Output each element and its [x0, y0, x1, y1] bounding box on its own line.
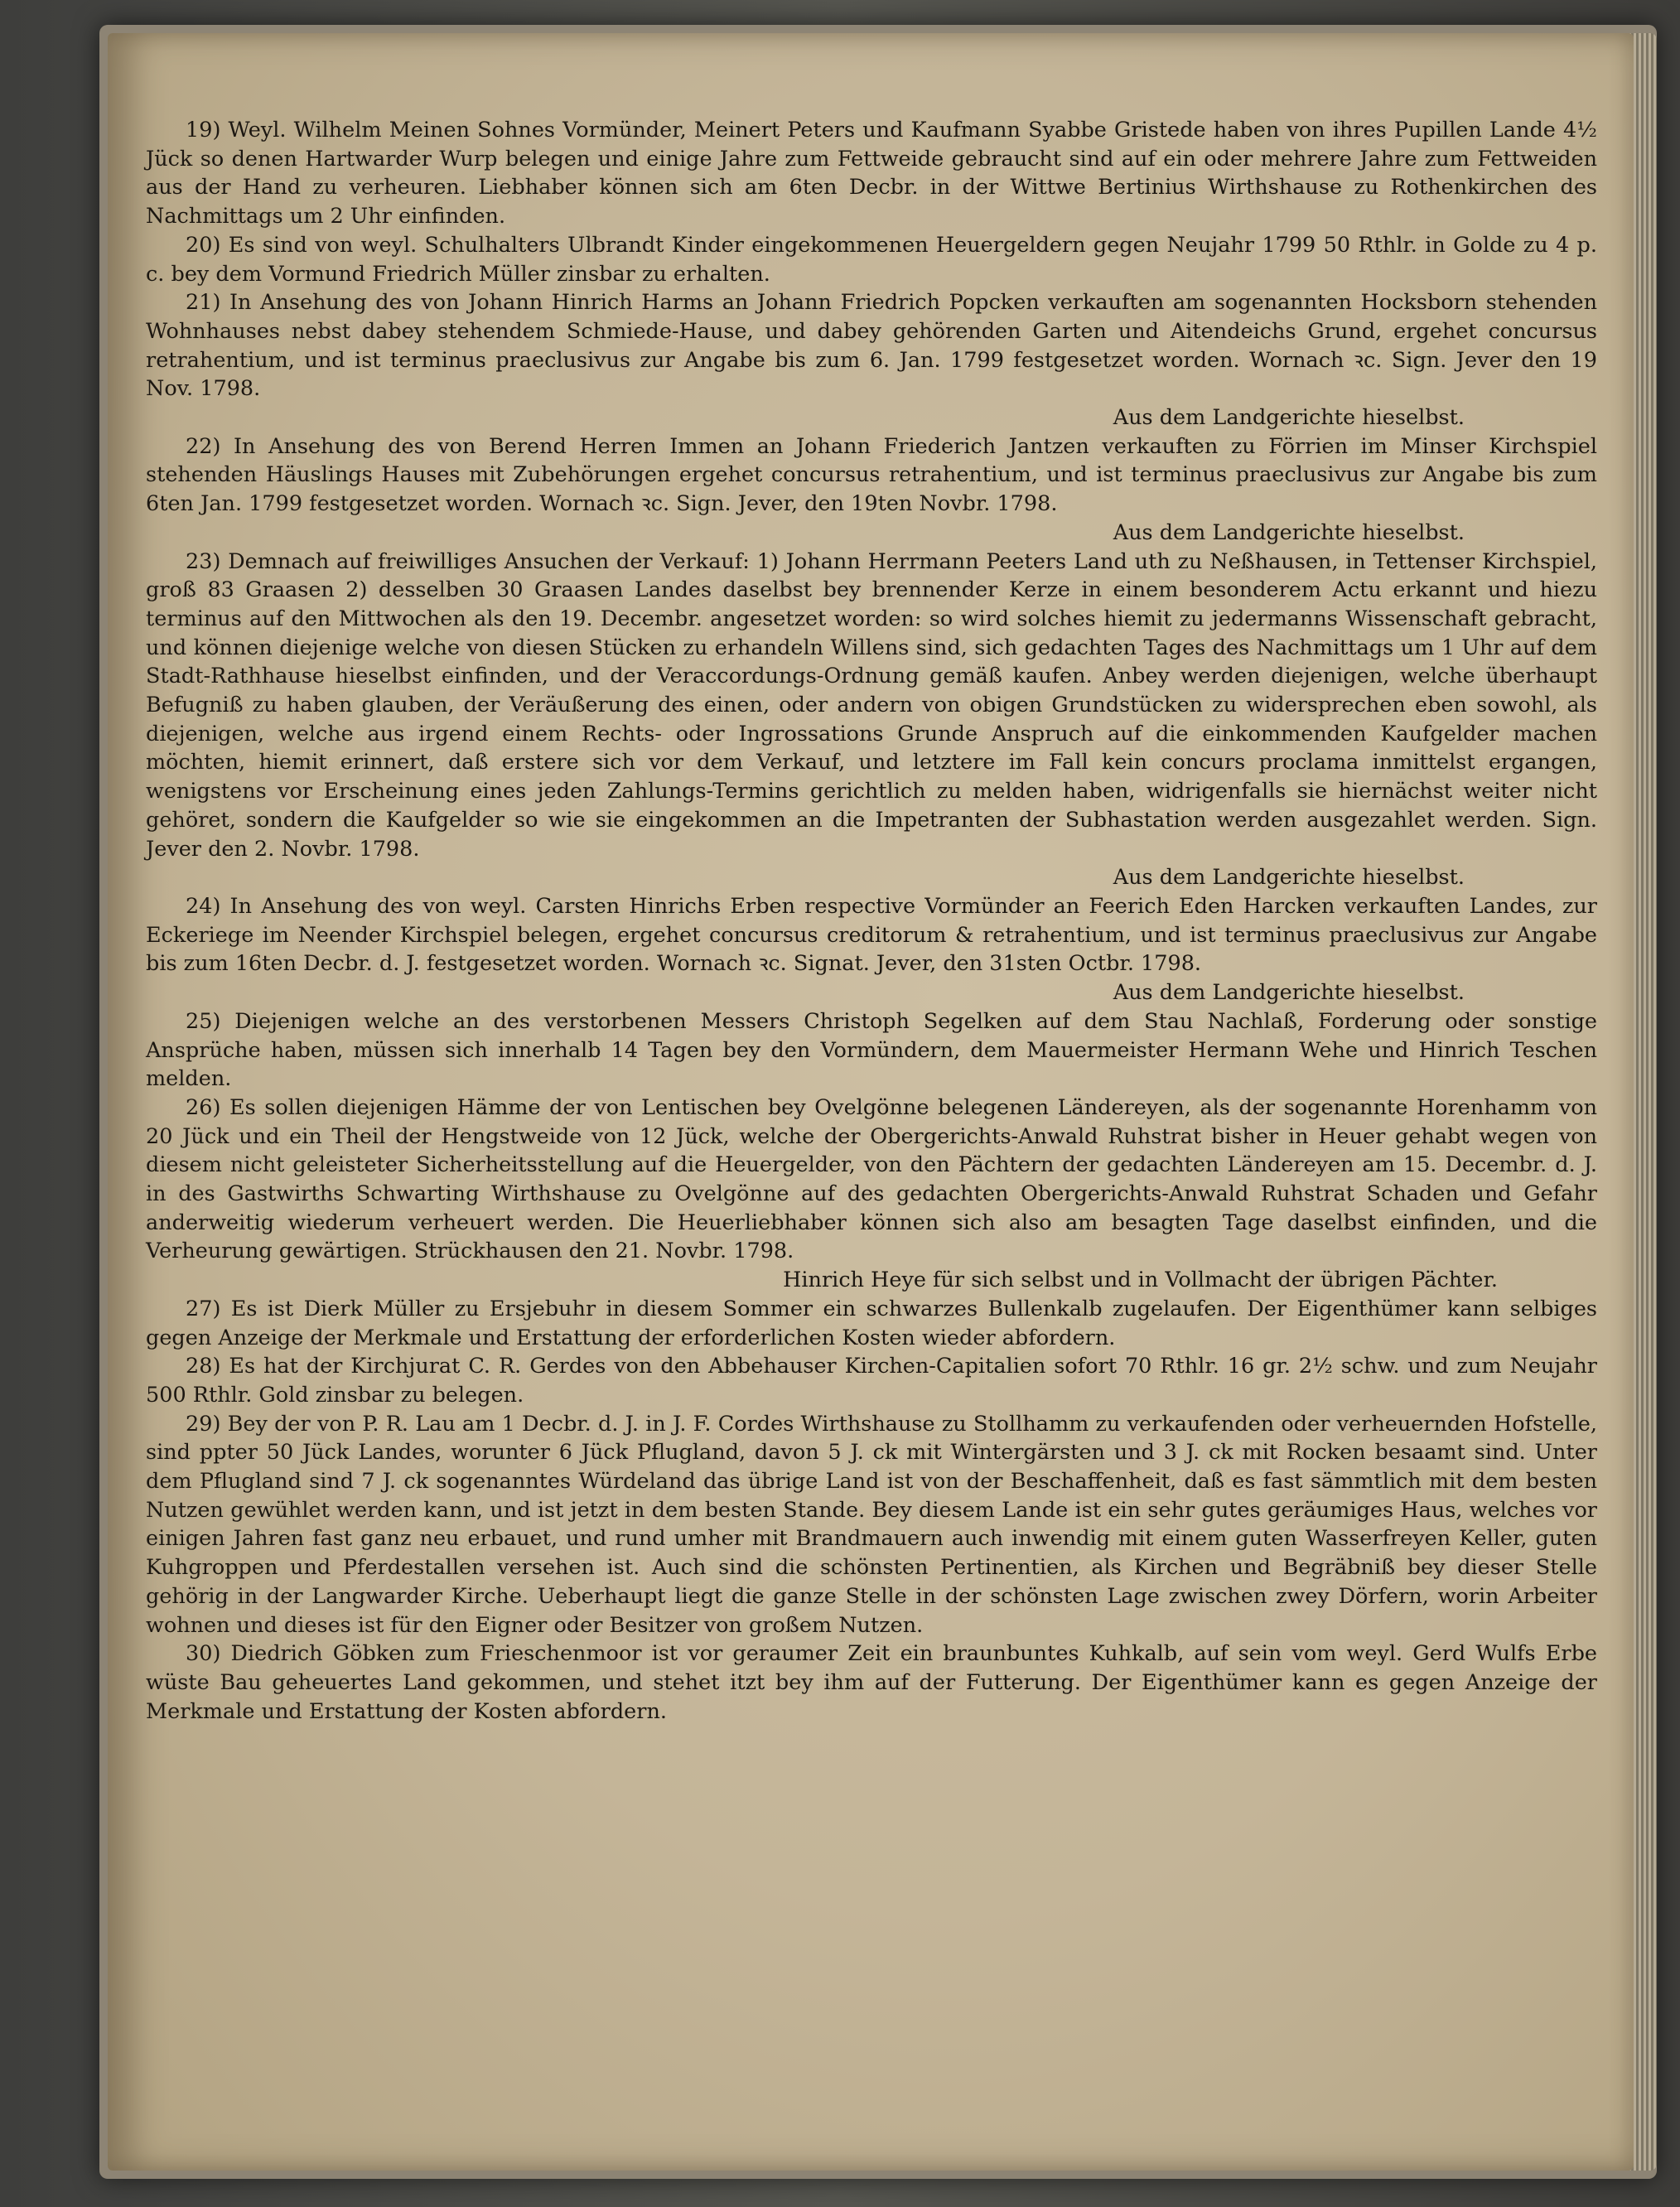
notice-28: 28) Es hat der Kirchjurat C. R. Gerdes von den Abbehauser Kirchen-Capitalien sofort 70 Rthlr. 16 gr. 2½ schw. und zum Neujahr 500 Rthlr. Gold zinsbar zu belegen. — [146, 1354, 1597, 1408]
notice-26-signature: Hinrich Heye für sich selbst und in Vollmacht der übrigen Pächter. — [783, 1268, 1498, 1293]
notice-24-signature: Aus dem Landgerichte hieselbst. — [1113, 980, 1465, 1006]
notice-21: 21) In Ansehung des von Johann Hinrich Harms an Johann Friedrich Popcken verkauften am sogenannten Hocksborn stehenden Wohnhauses nebst dabey stehendem Schmiede-Hause, und dabey gehörenden Garten und Aitendeichs Grund, ergehet concursus retrahentium, und ist terminus praeclusivus zur Angabe bis zum 6. Jan. 1799 festgesetzet worden. Wornach ꝛc. Sign. Jever den 19 Nov. 1798. — [146, 290, 1597, 402]
article-text — [146, 116, 1597, 1889]
notice-22: 22) In Ansehung des von Berend Herren Immen an Johann Friederich Jantzen verkauften zu Förrien im Minser Kirchspiel stehenden Häuslings Hauses mit Zubehörungen ergehet concursus retrahentium, und ist terminus praeclusivus zur Angabe bis zum 6ten Jan. 1799 festgesetzet worden. Wornach ꝛc. Sign. Jever, den 19ten Novbr. 1798. — [146, 433, 1597, 517]
notice-20: 20) Es sind von weyl. Schulhalters Ulbrandt Kinder eingekommenen Heuergeldern gegen Neujahr 1799 50 Rthlr. in Golde zu 4 p. c. bey dem Vormund Friedrich Müller zinsbar zu erhalten. — [146, 232, 1597, 287]
notice-21-signature: Aus dem Landgerichte hieselbst. — [1113, 405, 1465, 431]
notice-30: 30) Diedrich Göbken zum Frieschenmoor ist vor geraumer Zeit ein braunbuntes Kuhkalb, auf sein vom weyl. Gerd Wulfs Erbe wüste Bau geheuertes Land gekommen, und stehet itzt bey ihm auf der Futterung. Der Eigenthümer kann es gegen Anzeige der Merkmale und Erstattung der Kosten abfordern. — [146, 1641, 1597, 1724]
notice-27: 27) Es ist Dierk Müller zu Ersjebuhr in diesem Sommer ein schwarzes Bullenkalb zugelaufen. Der Eigenthümer kann selbiges gegen Anzeige der Merkmale und Erstattung der erforderlichen Kosten wieder abfordern. — [146, 1296, 1597, 1350]
notice-22-signature: Aus dem Landgerichte hieselbst. — [1113, 519, 1465, 545]
notice-23-signature: Aus dem Landgerichte hieselbst. — [1113, 865, 1465, 891]
notice-26: 26) Es sollen diejenigen Hämme der von Lentischen bey Ovelgönne belegenen Ländereyen, als der sogenannte Horenhamm von 20 Jück und ein Theil der Hengstweide von 12 Jück, welche der Obergerichts-Anwald Ruhstrat bisher in Heuer gehabt wegen von diesem nicht geleisteter Sicherheitsstellung auf die Heuergelder, von den Pächtern der gedachten Ländereyen am 15. Decembr. d. J. in des Gastwirths Schwarting Wirthshause zu Ovelgönne auf des gedachten Obergerichts-Anwald Ruhstrat Schaden und Gefahr anderweitig wiederum verheuert werden. Die Heuerliebhaber können sich also am besagten Tage daselbst einfinden, und die Verheurung gewärtigen. Strückhausen den 21. Novbr. 1798. — [146, 1094, 1597, 1264]
notice-19: 19) Weyl. Wilhelm Meinen Sohnes Vormünder, Meinert Peters und Kaufmann Syabbe Gristede haben von ihres Pupillen Lande 4½ Jück so denen Hartwarder Wurp belegen und einige Jahre zum Fettweide gebraucht sind auf ein oder mehrere Jahre zum Fettweiden aus der Hand zu verheuren. Liebhaber können sich am 6ten Decbr. in der Wittwe Bertinius Wirthshause zu Rothenkirchen des Nachmittags um 2 Uhr einfinden. — [146, 118, 1597, 229]
notice-25: 25) Diejenigen welche an des verstorbenen Messers Christoph Segelken auf dem Stau Nachlaß, Forderung oder sonstige Ansprüche haben, müssen sich innerhalb 14 Tagen bey den Vormündern, dem Mauermeister Hermann Wehe und Hinrich Teschen melden. — [146, 1008, 1597, 1092]
notice-24: 24) In Ansehung des von weyl. Carsten Hinrichs Erben respective Vormünder an Feerich Eden Harcken verkauften Landes, zur Eckeriege im Neender Kirchspiel belegen, ergehet concursus creditorum & retrahentium, und ist terminus praeclusivus zur Angabe bis zum 16ten Decbr. d. J. festgesetzet worden. Wornach ꝛc. Signat. Jever, den 31sten Octbr. 1798. — [146, 893, 1597, 977]
notice-23: 23) Demnach auf freiwilliges Ansuchen der Verkauf: 1) Johann Herrmann Peeters Land uth zu Neßhausen, in Tettenser Kirchspiel, groß 83 Graasen 2) desselben 30 Graasen Landes daselbst bey brennender Kerze in einem besonderem Actu erkannt und hiezu terminus auf den Mittwochen als den 19. Decembr. angesetzet worden: so wird solches hiemit zu jedermanns Wissenschaft gebracht, und können diejenige welche von diesen Stücken zu erhandeln Willens sind, sich gedachten Tages des Nachmittags um 1 Uhr auf dem Stadt-Rathhause hieselbst einfinden, und der Veraccordungs-Ordnung gemäß kaufen. Anbey werden diejenigen, welche überhaupt Befugniß zu haben glauben, der Veräußerung des einen, oder andern von obigen Grundstücken zu widersprechen eben sowohl, als diejenigen, welche aus irgend einem Rechts- oder Ingrossations Grunde Anspruch auf die einkommenden Kaufgelder machen möchten, hiemit erinnert, daß erstere sich vor dem Verkauf, und letztere im Fall kein concurs proclama inmittelst ergangen, wenigstens vor Erscheinung eines jeden Zahlungs-Termins gerichtlich zu melden haben, widrigenfalls sie hiernächst weiter nicht gehöret, sondern die Kaufgelder so wie sie eingekommen an die Impetranten der Subhastation werden ausgezahlet werden. Sign. Jever den 2. Novbr. 1798. — [146, 548, 1597, 862]
notice-29: 29) Bey der von P. R. Lau am 1 Decbr. d. J. in J. F. Cordes Wirthshause zu Stollhamm zu verkaufenden oder verheuernden Hofstelle, sind ppter 50 Jück Landes, worunter 6 Jück Pflugland, davon 5 J. ck mit Wintergärsten und 3 J. ck mit Rocken besaamt sind. Unter dem Pflugland sind 7 J. ck sogenanntes Würdeland das übrige Land ist von der Beschaffenheit, daß es fast sämmtlich mit dem besten Nutzen gewühlet werden kann, und ist jetzt in dem besten Stande. Bey diesem Lande ist ein sehr gutes geräumiges Haus, welches vor einigen Jahren fast ganz neu erbauet, und rund umher mit Brandmauern auch inwendig mit einem guten Wasserfreyen Keller, guten Kuhgroppen und Pferdestallen versehen ist. Auch sind die schönsten Pertinentien, als Kirchen und Begräbniß bey dieser Stelle gehörig in der Langwarder Kirche. Ueberhaupt liegt die ganze Stelle in der schönsten Lage zwischen zwey Dörfern, worin Arbeiter wohnen und dieses ist für den Eigner oder Besitzer von großem Nutzen. — [146, 1411, 1597, 1638]
